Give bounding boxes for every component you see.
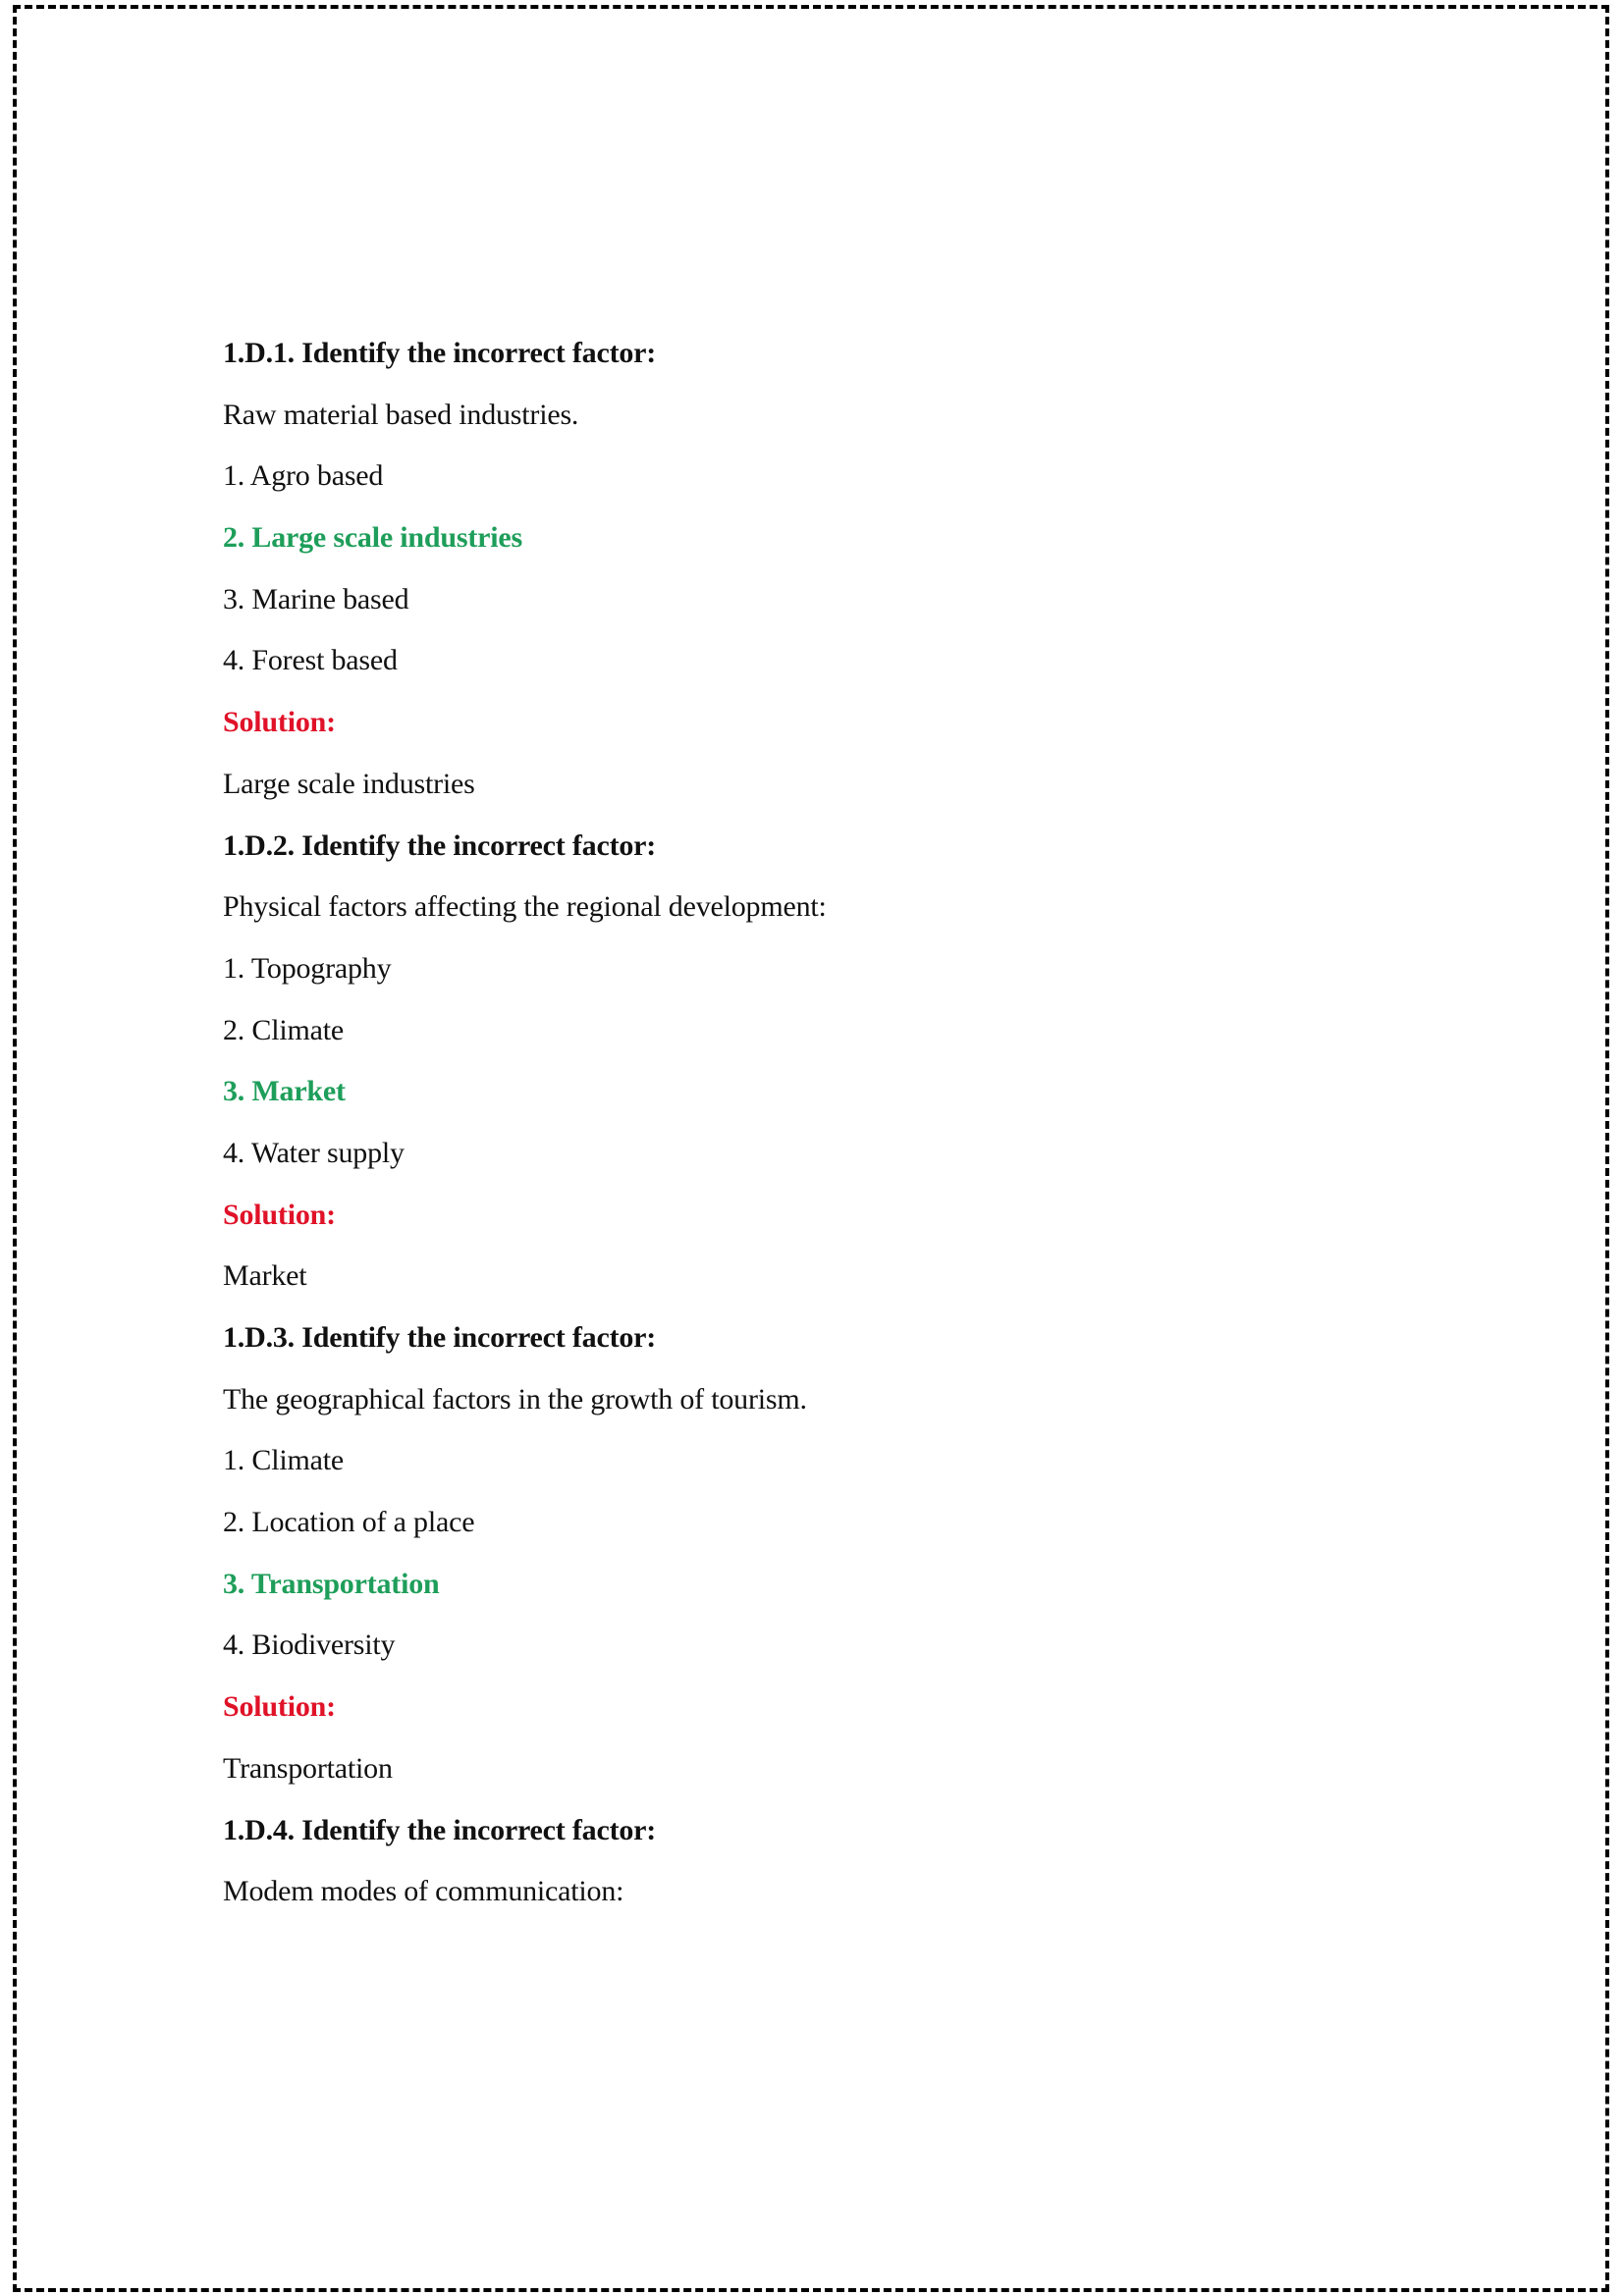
question-heading: 1.D.3. Identify the incorrect factor: bbox=[223, 1321, 657, 1354]
question-prompt: Raw material based industries. bbox=[223, 398, 579, 431]
solution-label: Solution: bbox=[223, 1690, 336, 1724]
question-1d1 bbox=[223, 331, 1499, 824]
option-4: 4. Biodiversity bbox=[223, 1629, 396, 1662]
question-1d2 bbox=[223, 824, 1499, 1316]
question-1d3 bbox=[223, 1315, 1499, 1808]
question-1d4 bbox=[223, 1808, 1499, 1931]
option-2: 2. Climate bbox=[223, 1013, 344, 1046]
question-heading: 1.D.1. Identify the incorrect factor: bbox=[223, 337, 657, 369]
option-3-correct: 3. Market bbox=[223, 1075, 346, 1108]
question-prompt: Modem modes of communication: bbox=[223, 1875, 624, 1908]
solution-answer: Market bbox=[223, 1259, 307, 1293]
option-2: 2. Location of a place bbox=[223, 1506, 475, 1539]
question-prompt: Physical factors affecting the regional development: bbox=[223, 890, 827, 924]
question-heading: 1.D.2. Identify the incorrect factor: bbox=[223, 828, 657, 862]
option-2-correct: 2. Large scale industries bbox=[223, 521, 522, 555]
question-heading: 1.D.4. Identify the incorrect factor: bbox=[223, 1813, 657, 1846]
solution-label: Solution: bbox=[223, 706, 336, 739]
option-1: 1. Agro based bbox=[223, 459, 384, 493]
question-prompt: The geographical factors in the growth of tourism. bbox=[223, 1382, 807, 1415]
option-3: 3. Marine based bbox=[223, 582, 409, 615]
option-3-correct: 3. Transportation bbox=[223, 1567, 440, 1600]
document-content bbox=[223, 331, 1499, 1931]
solution-answer: Large scale industries bbox=[223, 767, 475, 800]
option-4: 4. Forest based bbox=[223, 644, 398, 677]
option-1: 1. Climate bbox=[223, 1444, 344, 1477]
solution-label: Solution: bbox=[223, 1198, 336, 1231]
option-1: 1. Topography bbox=[223, 951, 392, 985]
option-4: 4. Water supply bbox=[223, 1136, 405, 1169]
solution-answer: Transportation bbox=[223, 1751, 393, 1785]
